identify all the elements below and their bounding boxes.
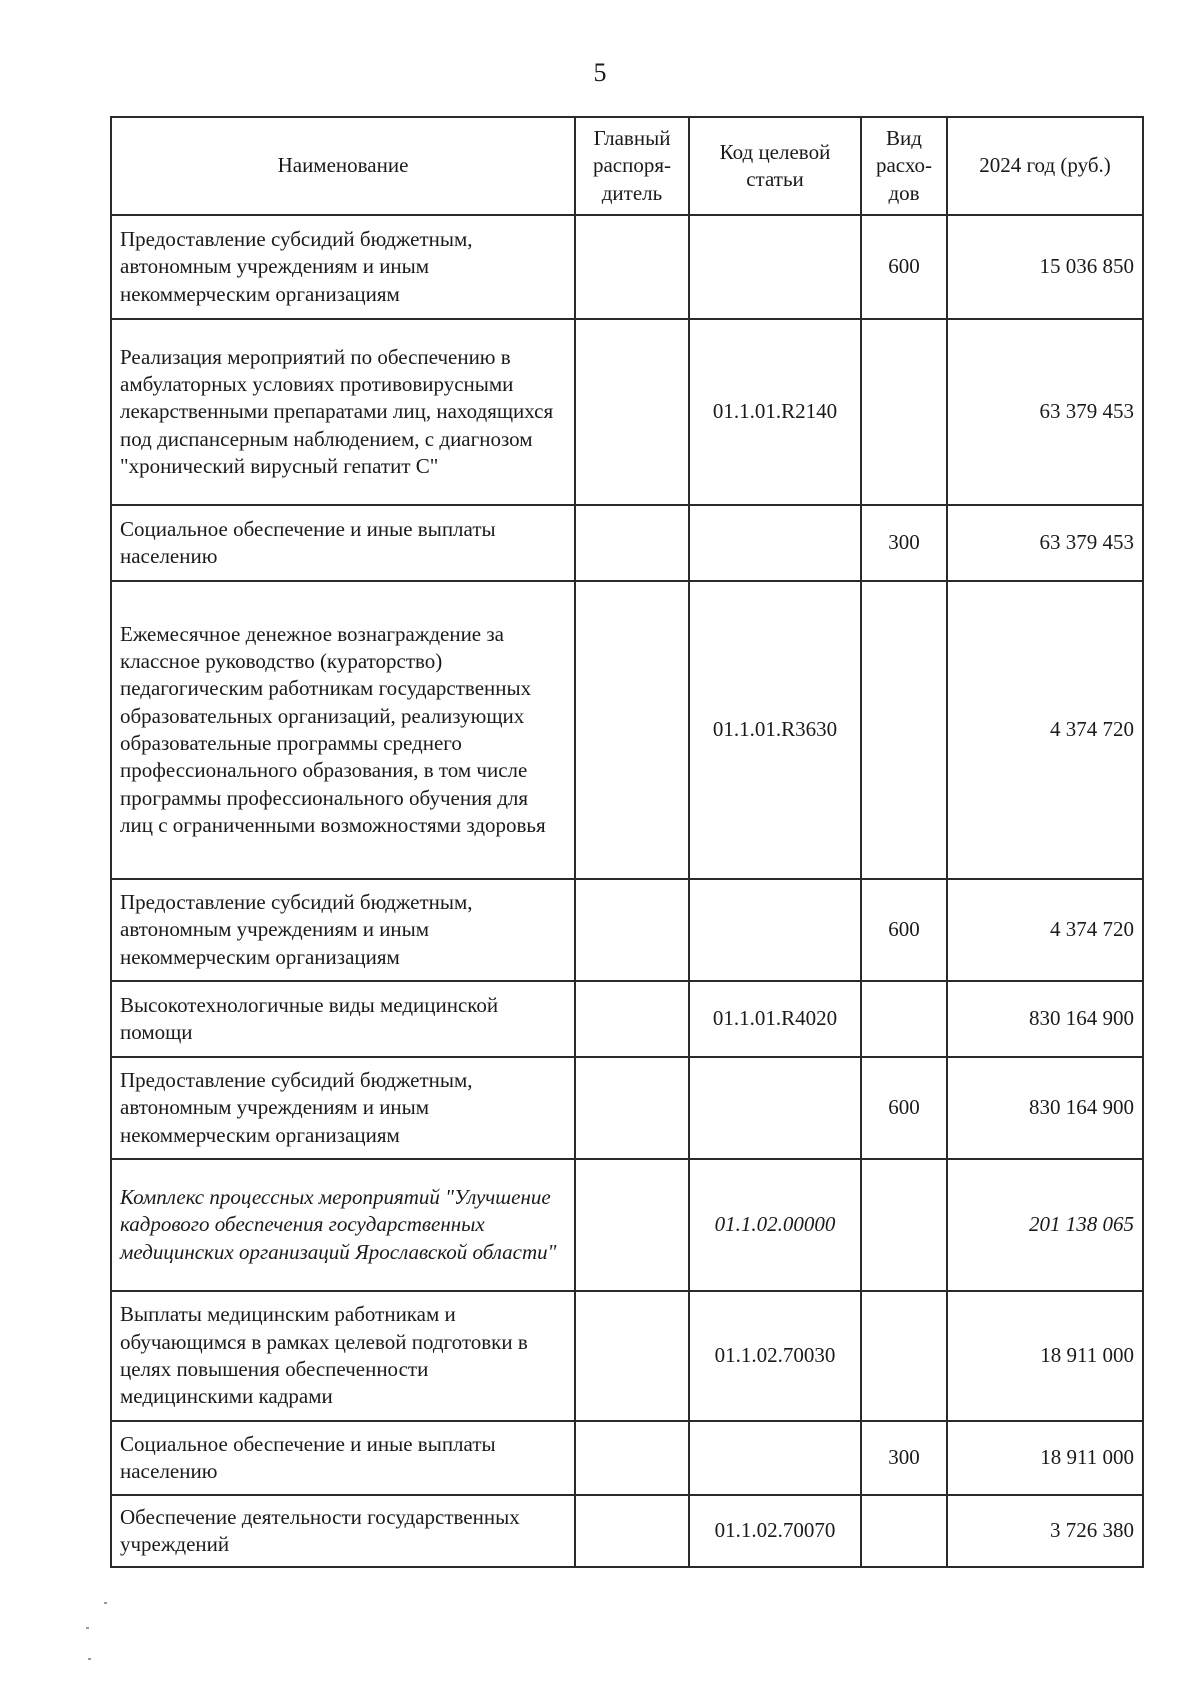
row-amount: 15 036 850	[947, 215, 1143, 319]
row-amount: 4 374 720	[947, 879, 1143, 981]
scan-artifact	[86, 1627, 89, 1629]
table-row	[111, 215, 1143, 319]
row-manager	[575, 215, 689, 319]
row-manager	[575, 1421, 689, 1495]
row-name: Социальное обеспечение и иные выплаты населению	[111, 1421, 575, 1495]
row-type	[861, 1159, 947, 1291]
row-code: 01.1.02.00000	[689, 1159, 861, 1291]
row-amount: 3 726 380	[947, 1495, 1143, 1567]
row-amount: 63 379 453	[947, 505, 1143, 581]
row-name: Ежемесячное денежное вознаграждение за классное руководство (кураторство) педагогическим работникам государственных образовательных организаций, реализующих образовательные программы среднего профессионального образования, в том числе программы профессионального обучения для лиц с ограниченными возможностями здоровья	[111, 581, 575, 879]
row-code: 01.1.02.70030	[689, 1291, 861, 1421]
row-code	[689, 1421, 861, 1495]
row-name: Предоставление субсидий бюджетным, автономным учреждениям и иным некоммерческим организациям	[111, 215, 575, 319]
row-type	[861, 581, 947, 879]
row-type	[861, 1495, 947, 1567]
table-row	[111, 1057, 1143, 1159]
header-type: Вид расхо-дов	[861, 117, 947, 215]
page-number: 5	[593, 58, 607, 87]
row-manager	[575, 319, 689, 505]
table-row	[111, 1159, 1143, 1291]
table-row	[111, 1421, 1143, 1495]
row-manager	[575, 1495, 689, 1567]
row-amount: 18 911 000	[947, 1421, 1143, 1495]
row-name: Высокотехнологичные виды медицинской помощи	[111, 981, 575, 1057]
row-name: Предоставление субсидий бюджетным, автономным учреждениям и иным некоммерческим организациям	[111, 1057, 575, 1159]
scan-artifact	[88, 1658, 91, 1660]
row-amount: 830 164 900	[947, 981, 1143, 1057]
row-code	[689, 879, 861, 981]
row-type	[861, 319, 947, 505]
budget-table	[110, 116, 1144, 1568]
row-code: 01.1.01.R2140	[689, 319, 861, 505]
row-name: Комплекс процессных мероприятий "Улучшение кадрового обеспечения государственных медицинских организаций Ярославской области"	[111, 1159, 575, 1291]
row-code: 01.1.02.70070	[689, 1495, 861, 1567]
row-code	[689, 505, 861, 581]
scan-artifact	[104, 1602, 107, 1604]
row-type	[861, 1291, 947, 1421]
row-manager	[575, 1159, 689, 1291]
header-name: Наименование	[111, 117, 575, 215]
table-row	[111, 581, 1143, 879]
row-manager	[575, 879, 689, 981]
table-row	[111, 1495, 1143, 1567]
table-row	[111, 319, 1143, 505]
row-name: Реализация мероприятий по обеспечению в амбулаторных условиях противовирусными лекарственными препаратами лиц, находящихся под диспансерным наблюдением, с диагнозом "хронический вирусный гепатит С"	[111, 319, 575, 505]
table-row	[111, 505, 1143, 581]
row-amount: 201 138 065	[947, 1159, 1143, 1291]
row-manager	[575, 581, 689, 879]
row-name: Обеспечение деятельности государственных учреждений	[111, 1495, 575, 1567]
row-amount: 63 379 453	[947, 319, 1143, 505]
row-type: 600	[861, 1057, 947, 1159]
row-manager	[575, 505, 689, 581]
row-name: Выплаты медицинским работникам и обучающимся в рамках целевой подготовки в целях повышения обеспеченности медицинскими кадрами	[111, 1291, 575, 1421]
row-name: Социальное обеспечение и иные выплаты населению	[111, 505, 575, 581]
header-code: Код целевой статьи	[689, 117, 861, 215]
row-type: 600	[861, 879, 947, 981]
row-type	[861, 981, 947, 1057]
table-row	[111, 879, 1143, 981]
table-row	[111, 981, 1143, 1057]
row-code: 01.1.01.R4020	[689, 981, 861, 1057]
row-amount: 830 164 900	[947, 1057, 1143, 1159]
row-manager	[575, 981, 689, 1057]
table-header-row	[111, 117, 1143, 215]
row-code: 01.1.01.R3630	[689, 581, 861, 879]
row-amount: 18 911 000	[947, 1291, 1143, 1421]
row-name: Предоставление субсидий бюджетным, автономным учреждениям и иным некоммерческим организациям	[111, 879, 575, 981]
header-amount: 2024 год (руб.)	[947, 117, 1143, 215]
row-manager	[575, 1291, 689, 1421]
row-code	[689, 215, 861, 319]
header-manager: Главный распоря-дитель	[575, 117, 689, 215]
row-manager	[575, 1057, 689, 1159]
row-code	[689, 1057, 861, 1159]
row-type: 300	[861, 1421, 947, 1495]
row-type: 300	[861, 505, 947, 581]
row-type: 600	[861, 215, 947, 319]
table-row	[111, 1291, 1143, 1421]
row-amount: 4 374 720	[947, 581, 1143, 879]
